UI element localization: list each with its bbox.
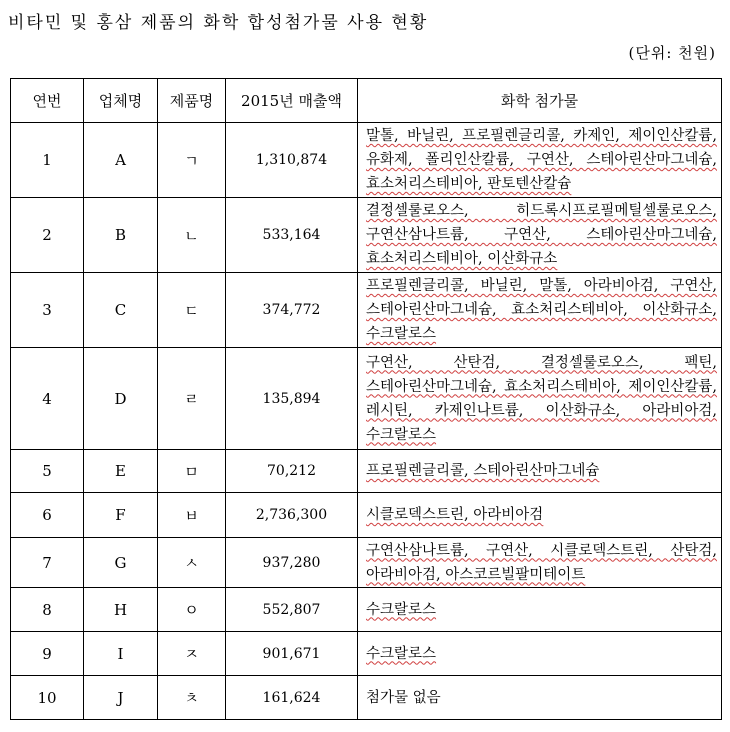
row-no: 4: [11, 348, 84, 450]
additives-text-plain: 첨가물 없음: [366, 689, 441, 706]
table-row: [11, 632, 722, 676]
row-additives: [358, 676, 722, 720]
row-sales: 2,736,300: [226, 493, 358, 538]
row-no: 6: [11, 493, 84, 538]
row-sales: 533,164: [226, 198, 358, 273]
row-no: 8: [11, 588, 84, 632]
row-sales: 1,310,874: [226, 123, 358, 198]
header-sales: 2015년 매출액: [226, 79, 358, 123]
row-product: ㄹ: [158, 348, 226, 450]
table-row: [11, 676, 722, 720]
table-row: [11, 450, 722, 493]
row-sales: 937,280: [226, 538, 358, 588]
row-company: F: [84, 493, 158, 538]
row-additives: [358, 123, 722, 198]
row-company: J: [84, 676, 158, 720]
row-additives: [358, 493, 722, 538]
row-company: C: [84, 273, 158, 348]
row-no: 5: [11, 450, 84, 493]
row-sales: 70,212: [226, 450, 358, 493]
row-additives: [358, 450, 722, 493]
table-row: [11, 273, 722, 348]
additives-text: 구연산, 산탄검, 결정셀룰로오스, 펙틴, 스테아린산마그네슘, 효소처리스테비아, 제이인산칼륨, 레시틴, 카제인나트륨, 이산화규소, 아라비아검, 수크랄로스: [366, 354, 717, 443]
row-no: 2: [11, 198, 84, 273]
table-row: [11, 198, 722, 273]
row-company: G: [84, 538, 158, 588]
row-product: ㅇ: [158, 588, 226, 632]
row-company: A: [84, 123, 158, 198]
row-company: I: [84, 632, 158, 676]
row-no: 9: [11, 632, 84, 676]
additives-text: 수크랄로스: [366, 645, 437, 662]
row-sales: 161,624: [226, 676, 358, 720]
page-title: 비타민 및 홍삼 제품의 화학 합성첨가물 사용 현황: [8, 13, 429, 33]
row-company: B: [84, 198, 158, 273]
additives-table: [10, 78, 722, 720]
header-company: 업체명: [84, 79, 158, 123]
table-header-row: [11, 79, 722, 123]
row-company: D: [84, 348, 158, 450]
row-additives: [358, 588, 722, 632]
table-row: [11, 123, 722, 198]
row-sales: 374,772: [226, 273, 358, 348]
row-sales: 135,894: [226, 348, 358, 450]
additives-text: 수크랄로스: [366, 601, 437, 618]
row-product: ㅊ: [158, 676, 226, 720]
additives-text: 결정셀룰로오스, 히드록시프로필메틸셀룰로오스, 구연산삼나트륨, 구연산, 스테아린산마그네슘, 효소처리스테비아, 이산화규소: [366, 203, 717, 267]
header-product: 제품명: [158, 79, 226, 123]
unit-label: (단위: 천원): [628, 44, 716, 62]
row-product: ㅂ: [158, 493, 226, 538]
header-additives: 화학 첨가물: [358, 79, 722, 123]
additives-text: 시클로덱스트린, 아라비아검: [366, 507, 544, 523]
additives-text: 프로필렌글리콜, 바닐린, 말톨, 아라비아검, 구연산, 스테아린산마그네슘, 효소처리스테비아, 이산화규소, 수크랄로스: [366, 278, 717, 342]
table-row: [11, 493, 722, 538]
row-additives: [358, 348, 722, 450]
row-product: ㅅ: [158, 538, 226, 588]
row-product: ㅁ: [158, 450, 226, 493]
row-company: H: [84, 588, 158, 632]
row-product: ㄷ: [158, 273, 226, 348]
additives-text: 말톨, 바닐린, 프로필렌글리콜, 카제인, 제이인산칼륨, 유화제, 폴리인산칼륨, 구연산, 스테아린산마그네슘, 효소처리스테비아, 판토텐산칼슘: [366, 128, 717, 192]
row-additives: [358, 273, 722, 348]
table-row: [11, 538, 722, 588]
table-row: [11, 348, 722, 450]
row-company: E: [84, 450, 158, 493]
row-no: 10: [11, 676, 84, 720]
row-no: 7: [11, 538, 84, 588]
table-row: [11, 588, 722, 632]
additives-text: 구연산삼나트륨, 구연산, 시클로덱스트린, 산탄검, 아라비아검, 아스코르빌팔미테이트: [366, 542, 717, 583]
row-sales: 901,671: [226, 632, 358, 676]
row-product: ㅈ: [158, 632, 226, 676]
row-product: ㄴ: [158, 198, 226, 273]
row-sales: 552,807: [226, 588, 358, 632]
row-additives: [358, 632, 722, 676]
header-no: 연번: [11, 79, 84, 123]
row-additives: [358, 538, 722, 588]
row-additives: [358, 198, 722, 273]
additives-text: 프로필렌글리콜, 스테아린산마그네슘: [366, 463, 600, 479]
row-no: 1: [11, 123, 84, 198]
row-product: ㄱ: [158, 123, 226, 198]
row-no: 3: [11, 273, 84, 348]
